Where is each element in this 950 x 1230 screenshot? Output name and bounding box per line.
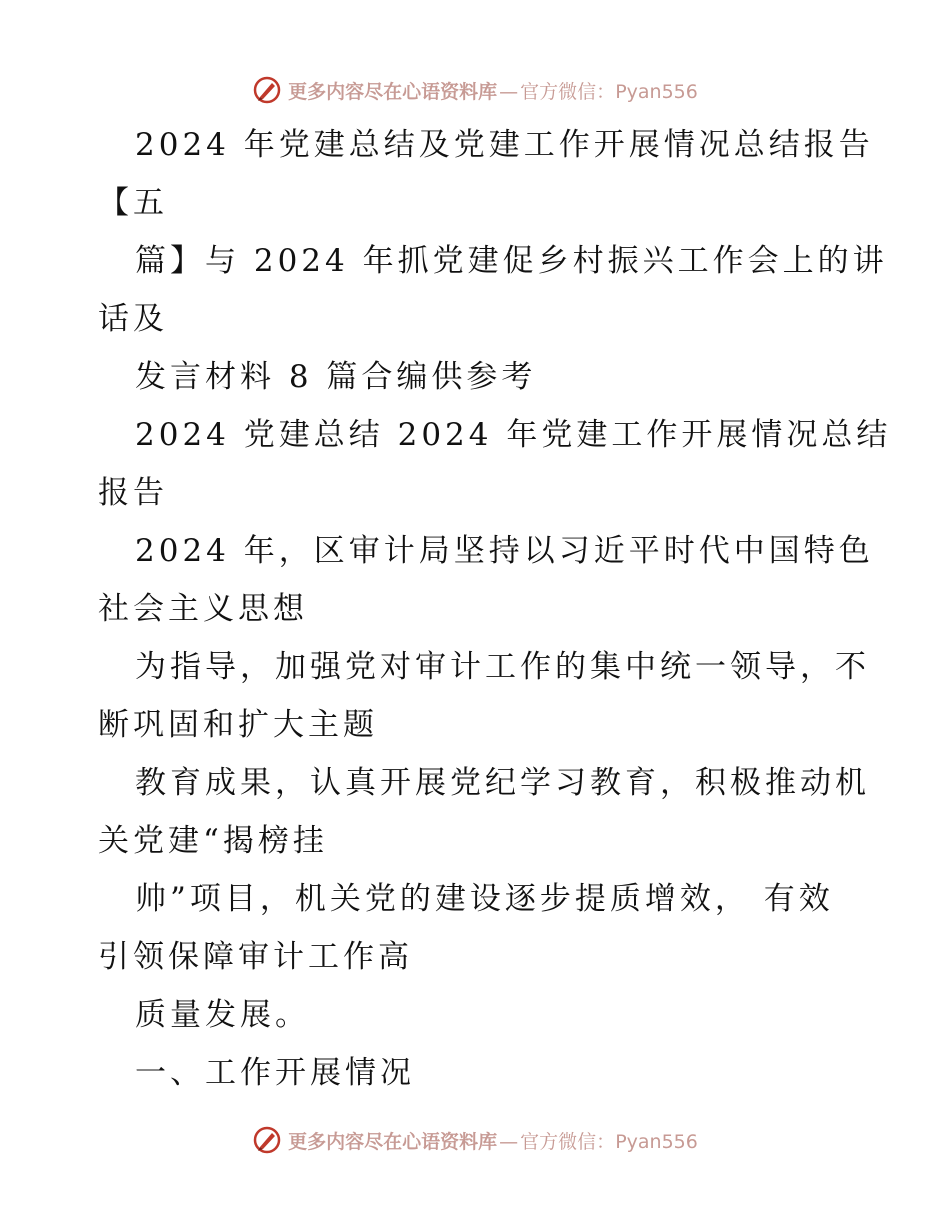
watermark-main: 更多内容尽在心语资料库: [288, 1130, 498, 1153]
doc-line: 为指导，加强党对审计工作的集中统一领导，不: [135, 649, 870, 685]
doc-line: 断巩固和扩大主题: [98, 707, 378, 743]
doc-line: 帅”项目，机关党的建设逐步提质增效， 有效: [135, 881, 834, 917]
doc-line: 【五: [98, 185, 168, 221]
header-watermark: [0, 70, 950, 110]
doc-line: 引领保障审计工作高: [98, 939, 413, 975]
watermark-label: 官方微信：: [520, 1130, 616, 1153]
doc-line: 话及: [98, 301, 168, 337]
watermark-text: [288, 1127, 698, 1154]
section-heading: 一、工作开展情况: [135, 1055, 415, 1091]
watermark-main: 更多内容尽在心语资料库: [288, 80, 498, 103]
pen-logo-icon: [252, 75, 282, 105]
watermark-dash: —: [499, 1130, 519, 1153]
doc-line: 2024 年党建总结及党建工作开展情况总结报告: [135, 127, 874, 163]
doc-line: 2024 党建总结 2024 年党建工作开展情况总结: [135, 417, 892, 453]
doc-line: 质量发展。: [135, 997, 310, 1033]
watermark-dash: —: [499, 80, 519, 103]
doc-line: 关党建“揭榜挂: [98, 823, 328, 859]
doc-line: 社会主义思想: [98, 591, 308, 627]
watermark-text: [288, 77, 698, 104]
doc-line: 发言材料 8 篇合编供参考: [135, 359, 537, 395]
doc-line: 2024 年，区审计局坚持以习近平时代中国特色: [135, 533, 874, 569]
watermark-wechat-id: Pyan556: [615, 80, 698, 103]
doc-line: 教育成果，认真开展党纪学习教育，积极推动机: [135, 765, 870, 801]
footer-watermark: [0, 1120, 950, 1160]
doc-line: 报告: [98, 475, 168, 511]
doc-line: 篇】与 2024 年抓党建促乡村振兴工作会上的讲: [135, 243, 888, 279]
document-body: [98, 116, 892, 1102]
pen-logo-icon: [252, 1125, 282, 1155]
watermark-wechat-id: Pyan556: [615, 1130, 698, 1153]
watermark-label: 官方微信：: [520, 80, 616, 103]
